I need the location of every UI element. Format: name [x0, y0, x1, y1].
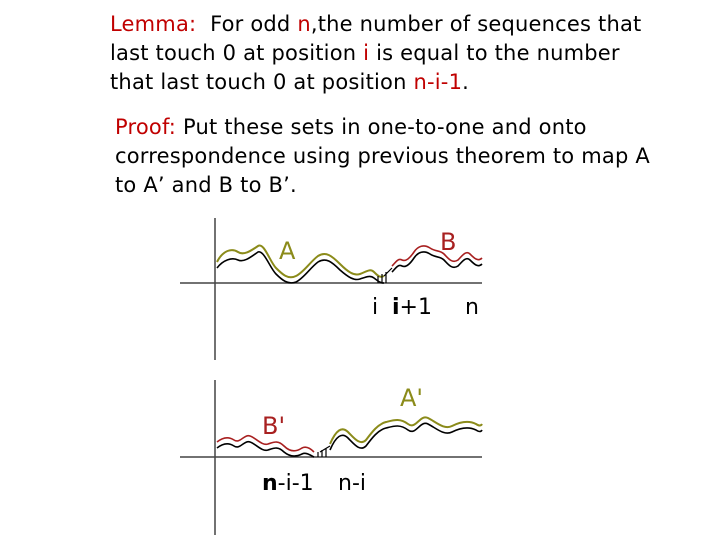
top-path-b-red	[392, 246, 482, 266]
bottom-path-a-prime-olive	[330, 417, 482, 444]
tick-label-n-i-1: n-i-1	[262, 471, 314, 496]
lemma-text-3: is equal to the number that last touch 0 at position	[110, 41, 627, 94]
top-path-a-black	[217, 252, 384, 283]
label-a: A	[279, 237, 296, 265]
tick-label-i-plus-1: i+1	[392, 295, 432, 320]
label-b: B	[440, 228, 457, 256]
bottom-ticks-n-i-1	[318, 446, 330, 457]
top-path-b-black	[392, 252, 482, 272]
lemma-label: Lemma:	[110, 12, 197, 36]
lemma-expr-n-i-1: n-i-1	[413, 70, 463, 94]
tick-label-n: n	[465, 295, 479, 320]
label-b-prime: B'	[262, 412, 286, 440]
top-diagram	[180, 218, 482, 360]
lemma-text-2: ,the number of sequences that last touch 0 at position	[110, 12, 649, 65]
tick-label-i: i	[372, 295, 379, 320]
lemma-var-i: i	[363, 41, 370, 65]
label-a-prime: A'	[400, 384, 424, 412]
top-ticks-i	[378, 268, 392, 283]
proof-text: Put these sets in one-to-one and onto correspondence using previous theorem to map A to A’ and B to B’.	[115, 115, 657, 197]
lemma-text-1: For odd	[196, 12, 298, 36]
lemma-var-n: n	[297, 12, 311, 36]
bottom-diagram	[180, 380, 482, 535]
tick-label-n-i: n-i	[338, 471, 366, 496]
lemma-period: .	[462, 70, 470, 94]
proof-label: Proof:	[115, 115, 177, 139]
